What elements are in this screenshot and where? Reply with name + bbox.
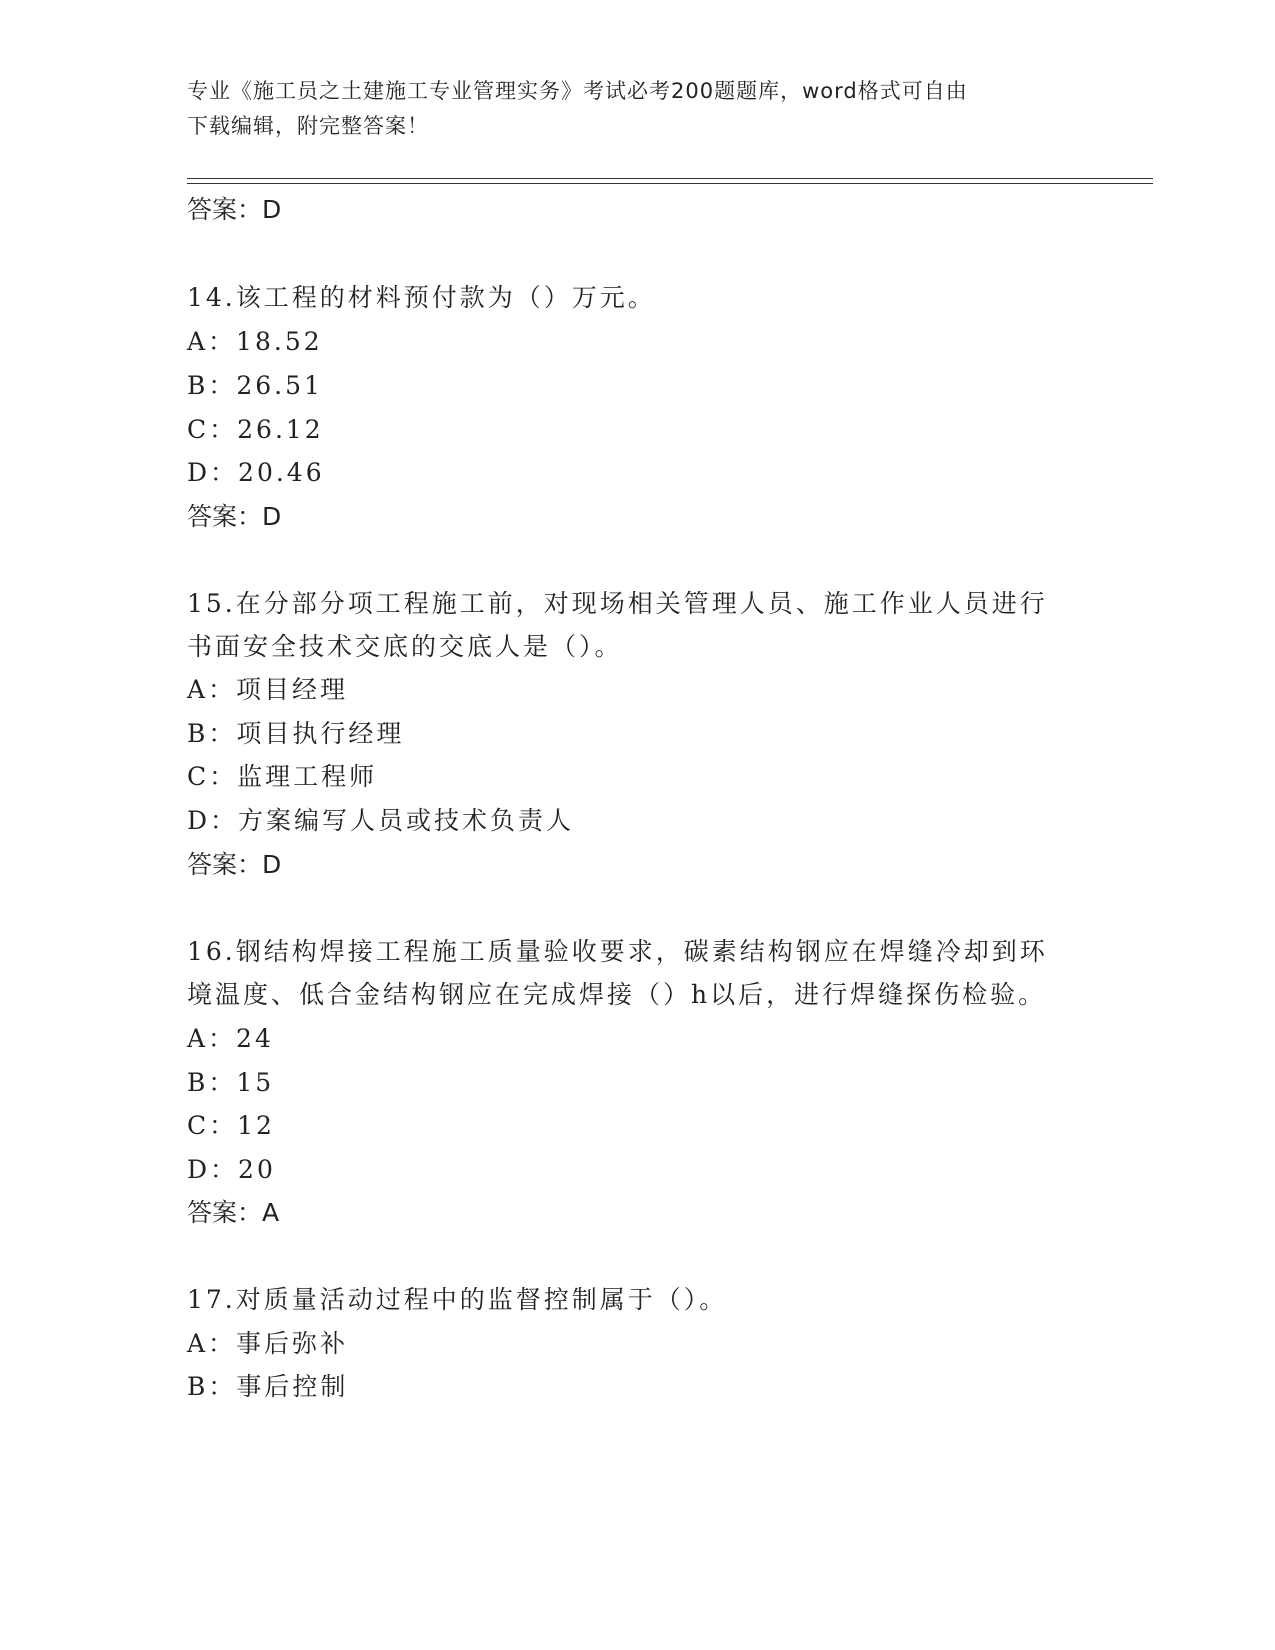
question-14-option-b: B：26.51	[187, 371, 323, 400]
header-rule-bottom	[187, 183, 1153, 184]
question-16-stem-line-2: 境温度、低合金结构钢应在完成焊接（）h以后，进行焊缝探伤检验。	[187, 980, 1047, 1009]
question-17-option-a: A：事后弥补	[187, 1329, 349, 1358]
question-16-option-d: D：20	[187, 1155, 276, 1184]
question-16-option-a: A：24	[187, 1024, 274, 1053]
question-16-option-c: C：12	[187, 1111, 275, 1140]
question-15-option-a: A：项目经理	[187, 675, 349, 704]
previous-answer: 答案：D	[187, 195, 282, 224]
header-line-2: 下载编辑，附完整答案！	[187, 114, 429, 138]
question-14-answer: 答案：D	[187, 502, 282, 531]
question-16-stem-line-1: 16.钢结构焊接工程施工质量验收要求，碳素结构钢应在焊缝冷却到环	[187, 937, 1048, 966]
question-14-option-a: A：18.52	[187, 327, 323, 356]
question-15-stem-line-1: 15.在分部分项工程施工前，对现场相关管理人员、施工作业人员进行	[187, 589, 1048, 618]
question-15-option-c: C：监理工程师	[187, 762, 378, 791]
question-15-option-d: D：方案编写人员或技术负责人	[187, 806, 575, 835]
question-15-answer: 答案：D	[187, 850, 282, 879]
question-15-stem-line-2: 书面安全技术交底的交底人是（）。	[187, 632, 623, 661]
document-header	[187, 74, 1087, 144]
question-15-option-b: B：项目执行经理	[187, 719, 405, 748]
question-14-option-c: C：26.12	[187, 415, 324, 444]
question-16-answer: 答案：A	[187, 1198, 280, 1227]
header-line-1: 专业《施工员之土建施工专业管理实务》考试必考200题题库，word格式可自由	[187, 79, 968, 103]
question-16-option-b: B：15	[187, 1068, 275, 1097]
question-17-stem: 17.对质量活动过程中的监督控制属于（）。	[187, 1285, 728, 1314]
question-14-stem: 14.该工程的材料预付款为（）万元。	[187, 283, 656, 312]
question-17-option-b: B：事后控制	[187, 1372, 349, 1401]
header-rule-top	[187, 178, 1153, 179]
question-14-option-d: D：20.46	[187, 458, 325, 487]
